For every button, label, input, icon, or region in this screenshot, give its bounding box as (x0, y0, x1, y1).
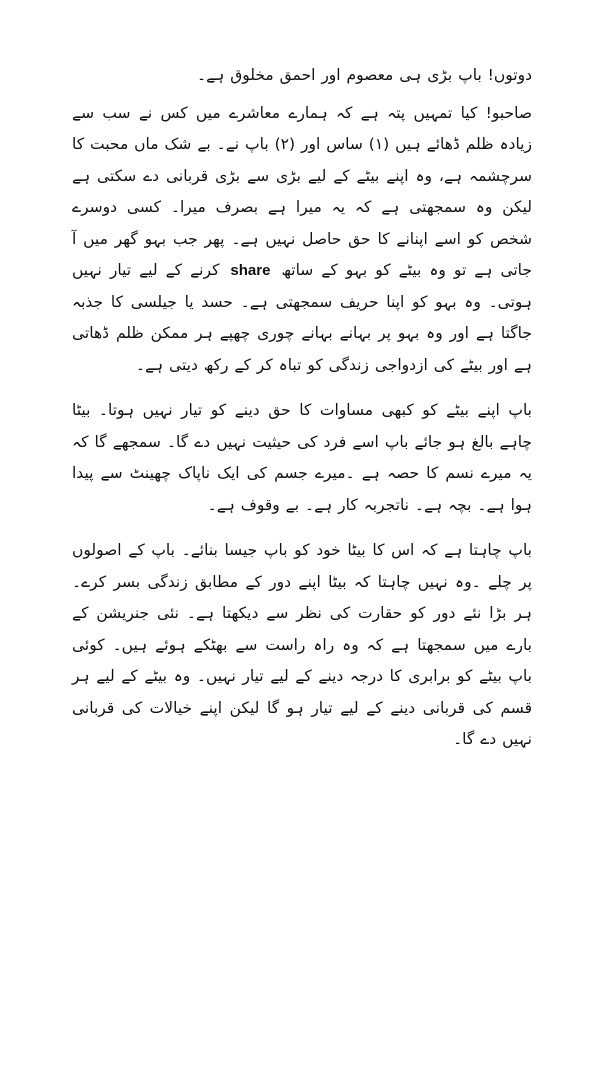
paragraph-4: باپ چاہتا ہے کہ اس کا بیٹا خود کو باپ جیسا بنائے۔ باپ کے اصولوں پر چلے ۔وہ نہیں چاہتا کہ بیٹا اپنے دور کے مطابق زندگی بسر کرے۔ ہر بڑا نئے دور کو حقارت کی نظر سے دیکھتا ہے۔ نئی جنریشن کے بارے میں سمجھتا ہے کہ وہ راہ راست سے بھٹکے ہوئے ہیں۔ کوئی باپ بیٹے کو برابری کا درجہ دینے کے لیے تیار نہیں۔ وہ بیٹے کے لیے ہر قسم کی قربانی دینے کے لیے تیار ہو گا لیکن اپنے خیالات کی قربانی نہیں دے گا۔ (72, 541, 532, 748)
article-body (72, 60, 532, 770)
paragraph-2 (72, 98, 532, 382)
paragraph-3: باپ اپنے بیٹے کو کبھی مساوات کا حق دینے کو تیار نہیں ہوتا۔ بیٹا چاہے بالغ ہو جائے باپ اسے فرد کی حیثیت نہیں دے گا۔ سمجھے گا کہ یہ میرے نسم کا حصہ ہے ۔میرے جسم کی ایک ناپاک چھینٹ سے پیدا ہوا ہے۔ بچہ ہے۔ ناتجربہ کار ہے۔ بے وقوف ہے۔ (72, 401, 532, 514)
paragraph-2-text: صاحبو! کیا تمہیں پتہ ہے کہ ہمارے معاشرے میں کس نے سب سے زیادہ ظلم ڈھائے ہیں (۱) ساس اور (۲) باپ نے۔ بے شک ماں محبت کا سرچشمہ ہے، وہ اپنے بیٹے کے لیے بڑی سے بڑی قربانی دے سکتی ہے لیکن وہ سمجھتی ہے کہ یہ میرا ہے بصرف میرا۔ کسی دوسرے شخص کو اسے اپنانے کا حق حاصل نہیں ہے۔ پھر جب بہو گھر میں آ جاتی ہے تو وہ بیٹے کو بہو کے ساتھ (72, 103, 532, 279)
paragraph-1: دوتوں! باپ بڑی ہی معصوم اور احمق مخلوق ہے۔ (197, 66, 532, 84)
paragraph-2-text-continued: کرنے کے لیے تیار نہیں ہوتی۔ وہ بہو کو اپنا حریف سمجھتی ہے۔ حسد یا جیلسی کا جذبہ جاگتا ہے اور وہ بہو پر بہانے بہانے چوری چھپے ہر ممکن ظلم ڈھاتی ہے اور بیٹے کی ازدواجی زندگی کو تباہ کر کے رکھ دیتی ہے۔ (72, 261, 532, 374)
english-word-share: share (230, 262, 271, 279)
